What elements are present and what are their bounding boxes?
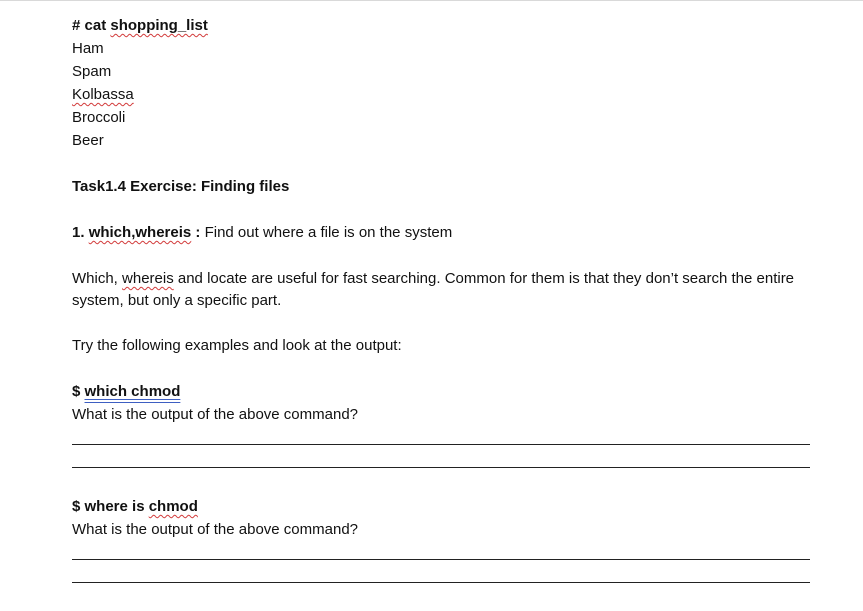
cat-command-prefix: # cat [72, 17, 111, 34]
example2-command-text: chmod [148, 498, 198, 515]
list-item: Ham [72, 40, 104, 57]
example2-command [72, 497, 198, 517]
example1-command [72, 382, 180, 402]
answer-line[interactable] [72, 444, 810, 445]
intro-part1: Which, [72, 270, 123, 287]
answer-line[interactable] [72, 559, 810, 560]
task-heading: Task1.4 Exercise: Finding files [72, 178, 290, 195]
answer-line[interactable] [72, 582, 810, 583]
intro-part2: and locate are useful for fast searching. Common for them is that they don’t search the entire system, but only a specific part. [72, 270, 795, 309]
list-item: Spam [72, 63, 112, 80]
example1-prompt: $ [72, 383, 85, 400]
example2-prompt: $ where is [72, 498, 149, 515]
example1-command-text: which chmod [84, 383, 181, 400]
section-heading [72, 223, 452, 243]
section-description: Find out where a file is on the system [204, 224, 453, 241]
example2-question: What is the output of the above command? [72, 521, 359, 538]
intro-flagged-word: whereis [122, 270, 174, 287]
cat-command-filename: shopping_list [110, 17, 208, 34]
list-item: Broccoli [72, 109, 126, 126]
section-colon: : [191, 224, 205, 241]
section-number: 1. [72, 224, 89, 241]
example1-question: What is the output of the above command? [72, 406, 359, 423]
answer-line[interactable] [72, 467, 810, 468]
intro-paragraph [72, 268, 812, 312]
page-top-border [0, 0, 863, 1]
list-item: Kolbassa [72, 86, 134, 103]
section-commands: which,whereis [88, 224, 192, 241]
list-item: Beer [72, 132, 104, 149]
instruction-text: Try the following examples and look at the output: [72, 337, 402, 354]
cat-command-line [72, 16, 208, 36]
